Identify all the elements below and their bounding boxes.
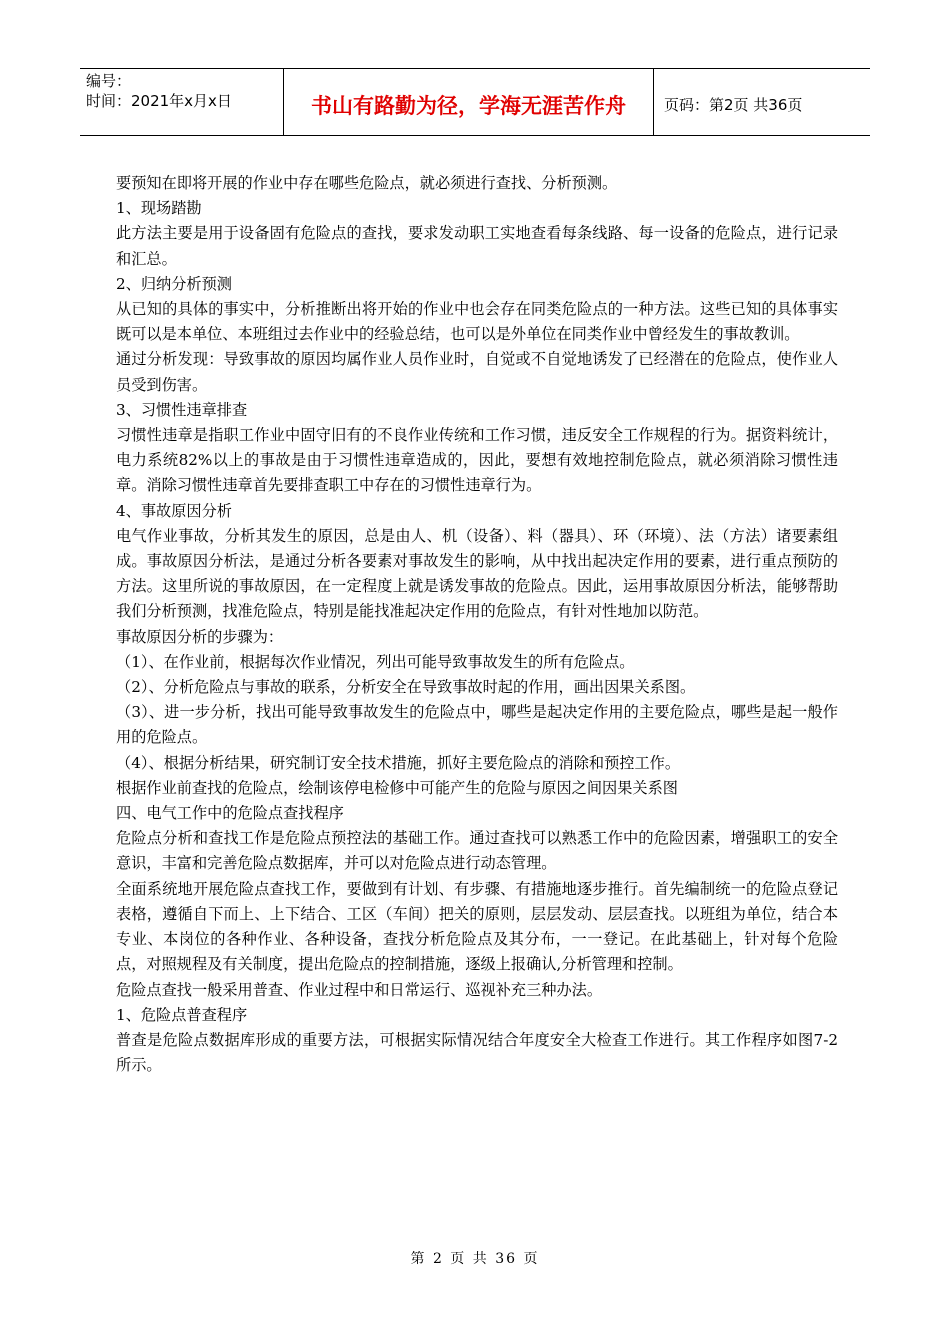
paragraph: 通过分析发现：导致事故的原因均属作业人员作业时，自觉或不自觉地诱发了已经潜在的危险点，使作业人员受到伤害。 bbox=[116, 350, 838, 394]
list-item: （2）、分析危险点与事故的联系，分析安全在导致事故时起的作用，画出因果关系图。 bbox=[116, 678, 696, 697]
paragraph: 事故原因分析的步骤为： bbox=[116, 627, 284, 646]
list-item: （4）、根据分析结果，研究制订安全技术措施，抓好主要危险点的消除和预控工作。 bbox=[116, 753, 681, 772]
paragraph: 全面系统地开展危险点查找工作，要做到有计划、有步骤、有措施地逐步推行。首先编制统一的危险点登记表格，遵循自下而上、上下结合、工区（车间）把关的原则，层层发动、层层查找。以班组为单位，结合本专业、本岗位的各种作业、各种设备，查找分析危险点及其分布，一一登记。在此基础上，针对每个危险点，对照规程及有关制度，提出危险点的控制措施，逐级上报确认,分析管理和控制。 bbox=[116, 879, 838, 974]
section-heading: 3、习惯性违章排查 bbox=[116, 400, 248, 419]
paragraph: 危险点查找一般采用普查、作业过程中和日常运行、巡视补充三种办法。 bbox=[116, 980, 602, 999]
paragraph: 电气作业事故，分析其发生的原因，总是由人、机（设备）、料（器具）、环（环境）、法（方法）诸要素组成。事故原因分析法，是通过分析各要素对事故发生的影响，从中找出起决定作用的要素，进行重点预防的方法。这里所说的事故原因，在一定程度上就是诱发事故的危险点。因此，运用事故原因分析法，能够帮助我们分析预测，找准危险点，特别是能找准起决定作用的危险点，有针对性地加以防范。 bbox=[116, 526, 838, 621]
document-number-label: 编号： bbox=[86, 72, 132, 90]
paragraph: 从已知的具体的事实中，分析推断出将开始的作业中也会存在同类危险点的一种方法。这些已知的具体事实既可以是本单位、本班组过去作业中的经验总结，也可以是外单位在同类作业中曾经发生的事故教训。 bbox=[116, 300, 838, 344]
paragraph: 根据作业前查找的危险点，绘制该停电检修中可能产生的危险与原因之间因果关系图 bbox=[116, 778, 678, 797]
paragraph: 习惯性违章是指职工作业中固守旧有的不良作业传统和工作习惯，违反安全工作规程的行为。据资料统计，电力系统82%以上的事故是由于习惯性违章造成的，因此，要想有效地控制危险点，就必须消除习惯性违章。消除习惯性违章首先要排查职工中存在的习惯性违章行为。 bbox=[116, 426, 838, 495]
section-heading: 1、危险点普查程序 bbox=[116, 1005, 248, 1024]
header-meta bbox=[80, 69, 284, 135]
document-body bbox=[116, 171, 838, 1078]
list-item: （1）、在作业前，根据每次作业情况，列出可能导致事故发生的所有危险点。 bbox=[116, 652, 635, 671]
document-date-label: 时间：2021年x月x日 bbox=[86, 92, 232, 110]
list-item: （3）、进一步分析，找出可能导致事故发生的危险点中，哪些是起决定作用的主要危险点，哪些是起一般作用的危险点。 bbox=[116, 703, 838, 747]
paragraph: 危险点分析和查找工作是危险点预控法的基础工作。通过查找可以熟悉工作中的危险因素，增强职工的安全意识，丰富和完善危险点数据库，并可以对危险点进行动态管理。 bbox=[116, 829, 838, 873]
section-heading: 四、电气工作中的危险点查找程序 bbox=[116, 804, 344, 823]
section-heading: 1、现场踏勘 bbox=[116, 199, 202, 218]
page-header bbox=[80, 68, 870, 136]
paragraph: 此方法主要是用于设备固有危险点的查找，要求发动职工实地查看每条线路、每一设备的危险点，进行记录和汇总。 bbox=[116, 224, 838, 268]
section-heading: 4、事故原因分析 bbox=[116, 501, 232, 520]
page-footer: 第 2 页 共 36 页 bbox=[410, 1251, 540, 1267]
header-page-number: 页码：第2页 共36页 bbox=[664, 95, 803, 114]
section-heading: 2、归纳分析预测 bbox=[116, 274, 232, 293]
paragraph: 要预知在即将开展的作业中存在哪些危险点，就必须进行查找、分析预测。 bbox=[116, 174, 618, 192]
paragraph: 普查是危险点数据库形成的重要方法，可根据实际情况结合年度安全大检查工作进行。其工作程序如图7-2所示。 bbox=[116, 1030, 838, 1075]
header-motto: 书山有路勤为径，学海无涯苦作舟 bbox=[284, 69, 654, 135]
